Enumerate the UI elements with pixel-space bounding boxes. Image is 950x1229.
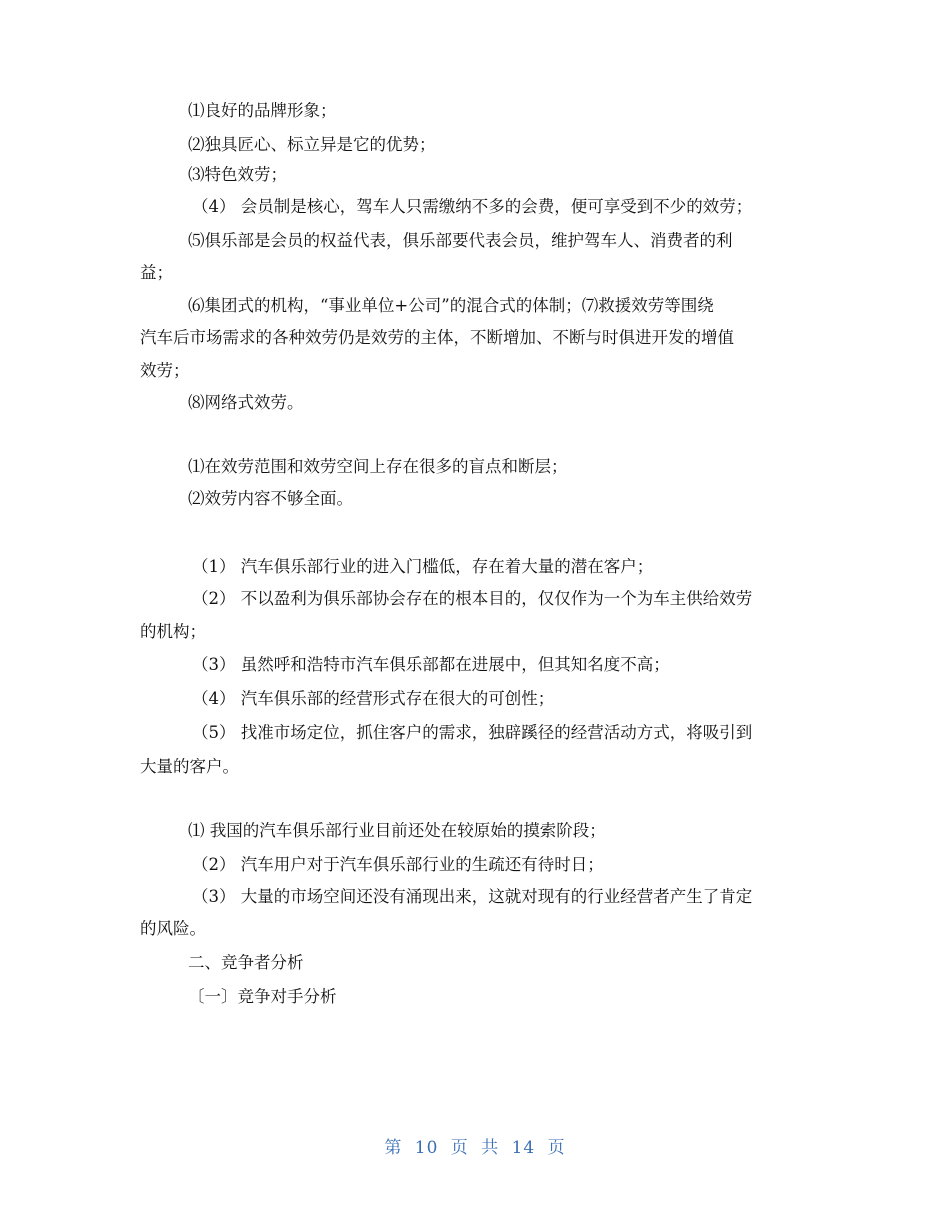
page-footer [0, 1133, 950, 1158]
opportunity-item-4: （4） 汽车俱乐部的经营形式存在很大的可创性； [192, 689, 555, 708]
strength-item-5-cont: 益； [140, 263, 173, 282]
opportunity-item-2: （2） 不以盈利为俱乐部协会存在的根本目的，仅仅作为一个为车主供给效劳 [192, 589, 753, 608]
footer-prefix: 第 [384, 1138, 403, 1158]
opportunity-item-2-cont: 的机构； [140, 622, 206, 641]
strength-item-6-cont2: 效劳； [140, 361, 190, 380]
threat-item-1: ⑴ 我国的汽车俱乐部行业目前还处在较原始的摸索阶段； [188, 821, 606, 840]
footer-mid2: 共 [481, 1138, 500, 1158]
strength-item-1: ⑴良好的品牌形象； [188, 101, 337, 120]
opportunity-item-3: （3） 虽然呼和浩特市汽车俱乐部都在进展中，但其知名度不高； [192, 655, 670, 674]
strength-item-3: ⑶特色效劳； [188, 165, 287, 184]
weakness-item-2: ⑵效劳内容不够全面。 [188, 489, 353, 508]
strength-item-4: （4） 会员制是核心，驾车人只需缴纳不多的会费，便可享受到不少的效劳； [192, 197, 753, 216]
opportunity-item-5: （5） 找准市场定位，抓住客户的需求，独辟蹊径的经营活动方式，将吸引到 [192, 723, 753, 742]
threat-item-3: （3） 大量的市场空间还没有涌现出来，这就对现有的行业经营者产生了肯定 [192, 887, 753, 906]
strength-item-2: ⑵独具匠心、标立异是它的优势； [188, 135, 436, 154]
strength-item-6-cont: 汽车后市场需求的各种效劳仍是效劳的主体，不断增加、不断与时俱进开发的增值 [140, 328, 734, 347]
strength-item-8: ⑻网络式效劳。 [188, 393, 304, 412]
opportunity-item-1: （1） 汽车俱乐部行业的进入门槛低，存在着大量的潜在客户； [192, 557, 654, 576]
footer-suffix: 页 [547, 1138, 566, 1158]
threat-item-3-cont: 的风险。 [140, 919, 206, 938]
section-heading: 二、竞争者分析 [188, 953, 304, 972]
strength-item-6: ⑹集团式的机构，“事业单位+公司”的混合式的体制；⑺救援效劳等围绕 [188, 296, 714, 315]
footer-total-pages: 14 [511, 1138, 536, 1158]
footer-page-number: 10 [414, 1138, 439, 1158]
weakness-item-1: ⑴在效劳范围和效劳空间上存在很多的盲点和断层； [188, 457, 568, 476]
strength-item-5: ⑸俱乐部是会员的权益代表，俱乐部要代表会员，维护驾车人、消费者的利 [188, 231, 733, 250]
section-subheading: 〔一〕竞争对手分析 [188, 987, 337, 1006]
footer-mid1: 页 [450, 1138, 469, 1158]
opportunity-item-5-cont: 大量的客户。 [140, 757, 239, 776]
threat-item-2: （2） 汽车用户对于汽车俱乐部行业的生疏还有待时日； [192, 855, 604, 874]
